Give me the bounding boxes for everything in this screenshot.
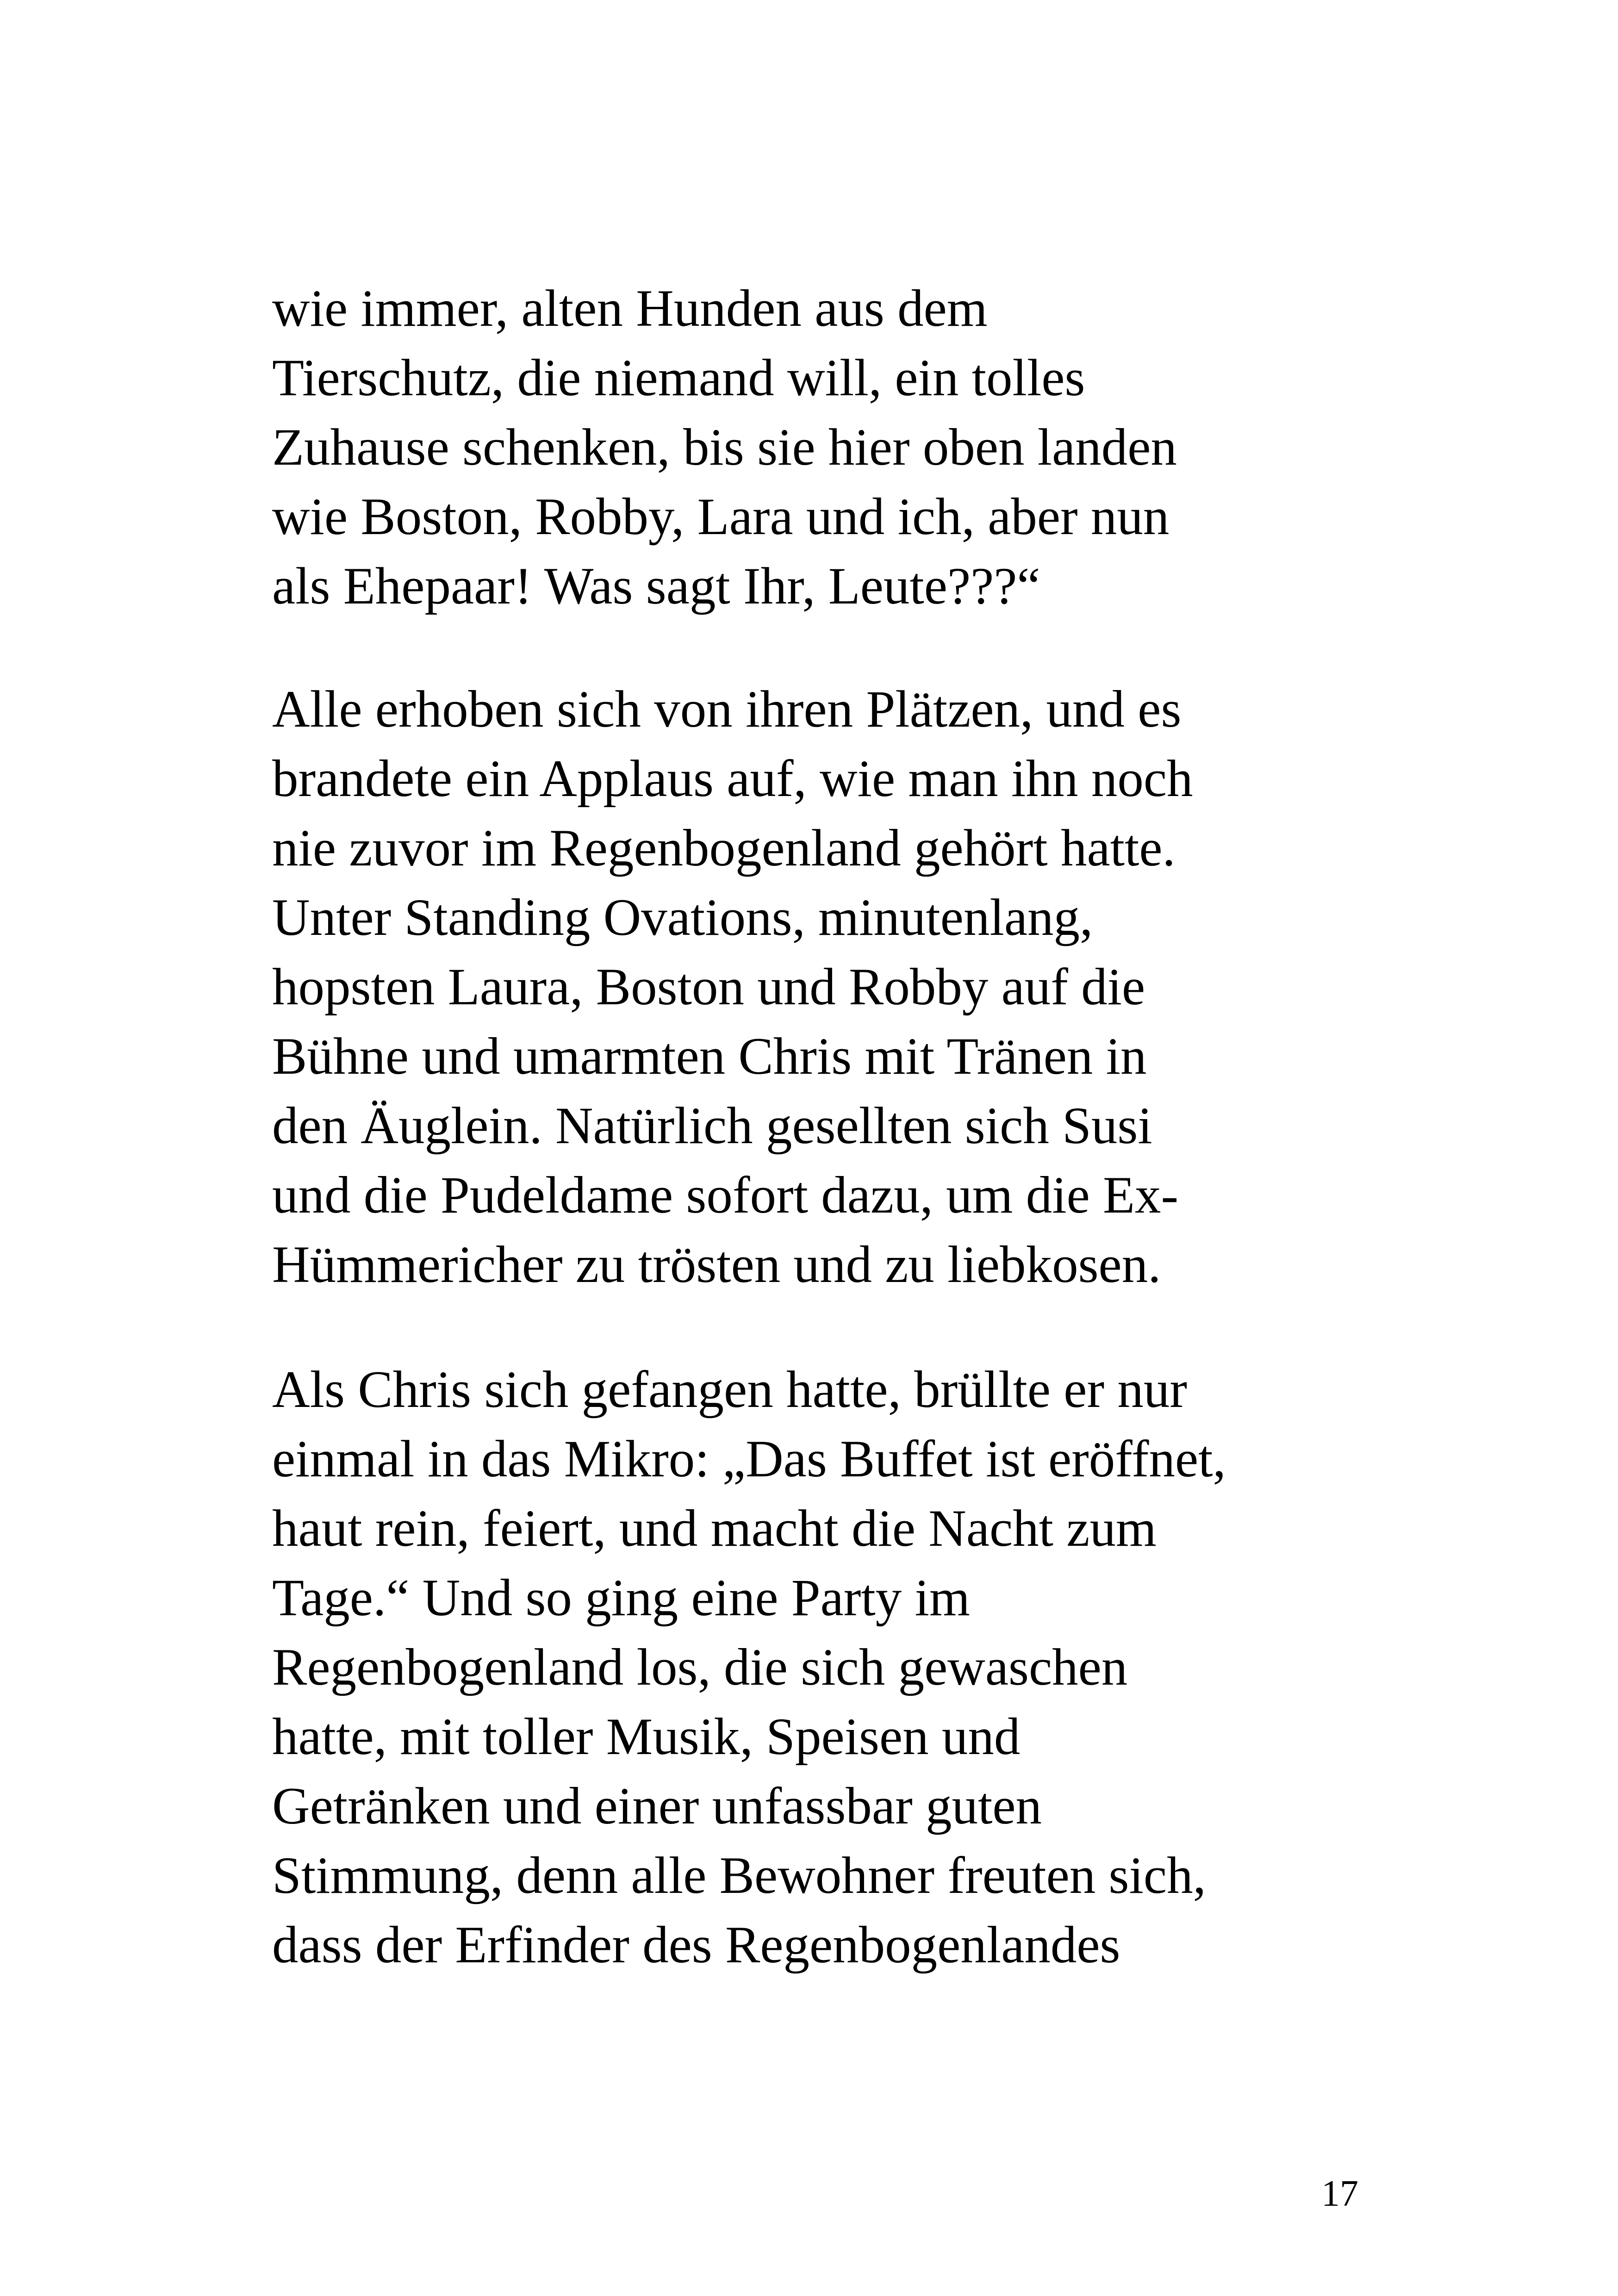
text-line: dass der Erfinder des Regenbogenlandes (272, 1916, 1120, 1974)
text-line: Unter Standing Ovations, minutenlang, (272, 889, 1093, 946)
text-line: Hümmericher zu trösten und zu liebkosen. (272, 1236, 1161, 1294)
text-line: als Ehepaar! Was sagt Ihr, Leute???“ (272, 557, 1040, 615)
text-line: Zuhause schenken, bis sie hier oben landen (272, 418, 1177, 476)
text-line: hopsten Laura, Boston und Robby auf die (272, 958, 1145, 1016)
page-number: 17 (1321, 2173, 1358, 2214)
text-line: hatte, mit toller Musik, Speisen und (272, 1708, 1021, 1766)
text-line: haut rein, feiert, und macht die Nacht zum (272, 1500, 1157, 1557)
text-line: Tage.“ Und so ging eine Party im (272, 1569, 970, 1627)
text-line: und die Pudeldame sofort dazu, um die Ex- (272, 1166, 1179, 1224)
paragraph (272, 1355, 1392, 1980)
text-line: nie zuvor im Regenbogenland gehört hatte. (272, 819, 1176, 877)
text-line: Regenbogenland los, die sich gewaschen (272, 1638, 1128, 1696)
text-line: Getränken und einer unfassbar guten (272, 1777, 1042, 1835)
text-line: den Äuglein. Natürlich gesellten sich Susi (272, 1097, 1152, 1155)
paragraph (272, 675, 1392, 1300)
text-line: einmal in das Mikro: „Das Buffet ist eröffnet, (272, 1430, 1226, 1488)
text-line: Alle erhoben sich von ihren Plätzen, und es (272, 680, 1182, 738)
text-line: Als Chris sich gefangen hatte, brüllte er nur (272, 1361, 1187, 1419)
text-line: Tierschutz, die niemand will, ein tolles (272, 349, 1085, 407)
text-line: brandete ein Applaus auf, wie man ihn noch (272, 750, 1193, 808)
text-line: Stimmung, denn alle Bewohner freuten sich, (272, 1847, 1206, 1904)
text-line: wie immer, alten Hunden aus dem (272, 280, 988, 337)
paragraph (272, 274, 1392, 621)
text-line: Bühne und umarmten Chris mit Tränen in (272, 1027, 1147, 1085)
text-line: wie Boston, Robby, Lara und ich, aber nun (272, 488, 1170, 546)
